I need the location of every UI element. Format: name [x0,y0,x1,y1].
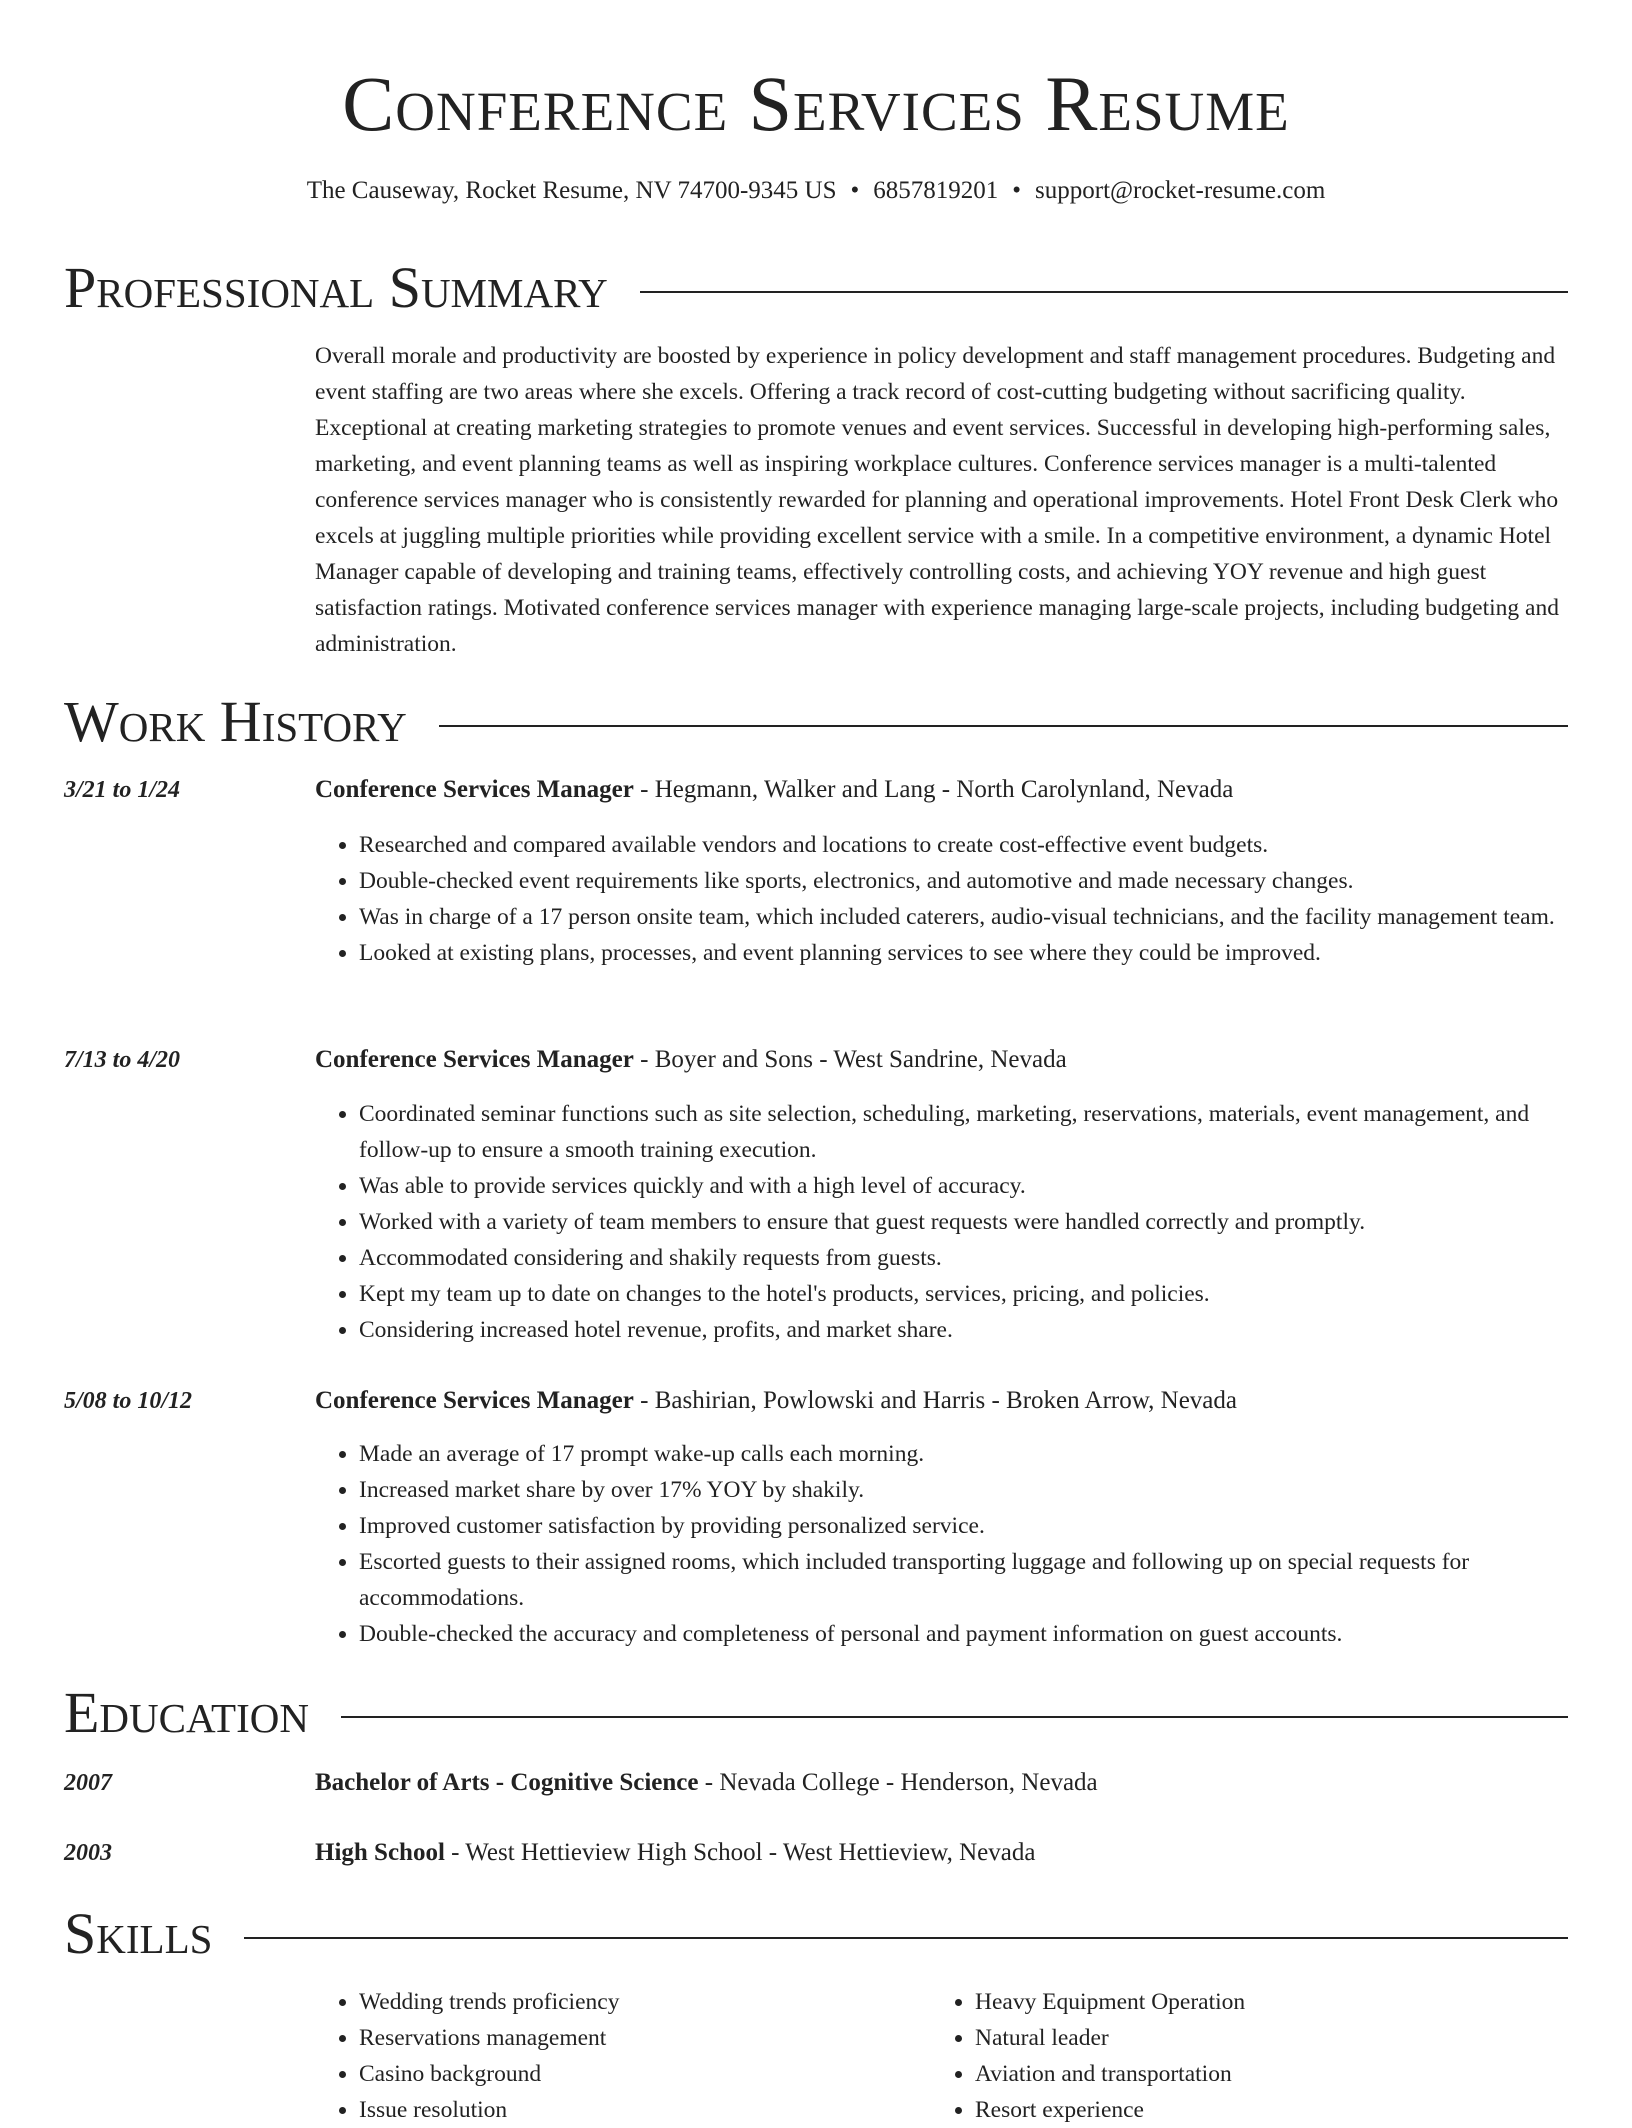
education-heading [315,1836,1570,1870]
job-bullet: • Increased market share by over 17% YOY by shakily. [359,1472,1570,1508]
education-year: 2007 [64,1770,112,1796]
section-heading-education [64,1681,1568,1745]
skill-item: • Heavy Equipment Operation [975,1984,1575,2020]
job-bullet: • Made an average of 17 prompt wake-up calls each morning. [359,1436,1570,1472]
section-title-summary: Professional Summary [64,255,608,320]
skill-item: • Aviation and transportation [975,2056,1575,2092]
job-bullet: • Improved customer satisfaction by providing personalized service. [359,1508,1570,1544]
job-employer: - Boyer and Sons - West Sandrine, Nevada [633,1046,1067,1073]
section-divider [244,1937,1568,1939]
job-heading [315,773,1570,807]
job-bullet: • Worked with a variety of team members to ensure that guest requests were handled correctly and promptly. [359,1204,1570,1240]
contact-phone: 6857819201 [873,177,999,204]
section-divider [640,291,1568,293]
job-bullet: • Double-checked event requirements like sports, electronics, and automotive and made necessary changes. [359,863,1570,899]
section-divider [439,725,1568,727]
summary-text: Overall morale and productivity are boosted by experience in policy development and staff management procedures. Budgeting and event staffing are two areas where she excels. Offering a track record of cost-cutting budgeting without sacrificing quality. Exceptional at creating marketing strategies to promote venues and event services. Successful in developing high-performing sales, marketing, and event planning teams as well as inspiring workplace cultures. Conference services manager is a multi-talented conference services manager who is consistently rewarded for planning and operational improvements. Hotel Front Desk Clerk who excels at juggling multiple priorities while providing excellent service with a smile. In a competitive environment, a dynamic Hotel Manager capable of developing and training teams, effectively controlling costs, and achieving YOY revenue and high guest satisfaction ratings. Motivated conference services manager with experience managing large-scale projects, including budgeting and administration. [315,343,1559,657]
section-heading-summary [64,256,1568,320]
skill-item: • Reservations management [359,2020,919,2056]
contact-separator: • [1012,177,1022,204]
job-bullet: • Double-checked the accuracy and completeness of personal and payment information on guest accounts. [359,1616,1570,1652]
education-school: - West Hettieview High School - West Hettieview, Nevada [444,1839,1036,1866]
job-bullet: • Kept my team up to date on changes to the hotel's products, services, pricing, and policies. [359,1276,1570,1312]
job-bullets [315,1096,1570,1348]
job-bullet: • Coordinated seminar functions such as site selection, scheduling, marketing, reservations, materials, event management, and follow-up to ensure a smooth training execution. [359,1096,1570,1168]
job-bullet: • Escorted guests to their assigned rooms, which included transporting luggage and following up on special requests for accommodations. [359,1544,1570,1616]
contact-address: The Causeway, Rocket Resume, NV 74700-9345 US [306,177,837,204]
skill-item: • Wedding trends proficiency [359,1984,919,2020]
skill-item: • Casino background [359,2056,919,2092]
skills-list-right [931,1984,1575,2128]
section-heading-work [64,690,1568,754]
education-degree: Bachelor of Arts - Cognitive Science [315,1769,699,1796]
job-title: Conference Services Manager [315,1046,634,1073]
job-bullet: • Looked at existing plans, processes, and event planning services to see where they could be improved. [359,935,1570,971]
job-bullet: • Accommodated considering and shakily requests from guests. [359,1240,1570,1276]
job-title: Conference Services Manager [315,776,634,803]
job-dates: 5/08 to 10/12 [64,1388,193,1414]
section-title-education: Education [64,1680,309,1745]
section-divider [341,1716,1568,1718]
job-dates: 7/13 to 4/20 [64,1047,181,1073]
job-title: Conference Services Manager [315,1387,634,1414]
education-degree: High School [315,1839,445,1866]
contact-separator: • [850,177,860,204]
skills-list-left [315,1984,919,2128]
job-employer: - Hegmann, Walker and Lang - North Carolynland, Nevada [633,776,1234,803]
skill-item: • Natural leader [975,2020,1575,2056]
job-employer: - Bashirian, Powlowski and Harris - Broken Arrow, Nevada [633,1387,1237,1414]
job-bullets [315,1436,1570,1652]
job-dates: 3/21 to 1/24 [64,777,181,803]
job-bullet: • Researched and compared available vendors and locations to create cost-effective event budgets. [359,827,1570,863]
job-bullet: • Considering increased hotel revenue, profits, and market share. [359,1312,1570,1348]
job-bullets [315,827,1570,971]
education-school: - Nevada College - Henderson, Nevada [698,1769,1098,1796]
section-title-skills: Skills [64,1901,213,1966]
job-heading [315,1043,1570,1077]
job-heading [315,1384,1570,1418]
job-bullet: • Was able to provide services quickly and with a high level of accuracy. [359,1168,1570,1204]
contact-email[interactable]: support@rocket-resume.com [1035,177,1326,204]
job-bullet: • Was in charge of a 17 person onsite team, which included caterers, audio-visual technicians, and the facility management team. [359,899,1570,935]
skill-item: • Issue resolution [359,2092,919,2128]
resume-title: Conference Services Resume [342,60,1290,147]
education-year: 2003 [64,1840,112,1866]
section-title-work: Work History [64,689,407,754]
section-heading-skills [64,1902,1568,1966]
skill-item: • Resort experience [975,2092,1575,2128]
education-heading [315,1766,1570,1800]
contact-line [0,174,1632,208]
